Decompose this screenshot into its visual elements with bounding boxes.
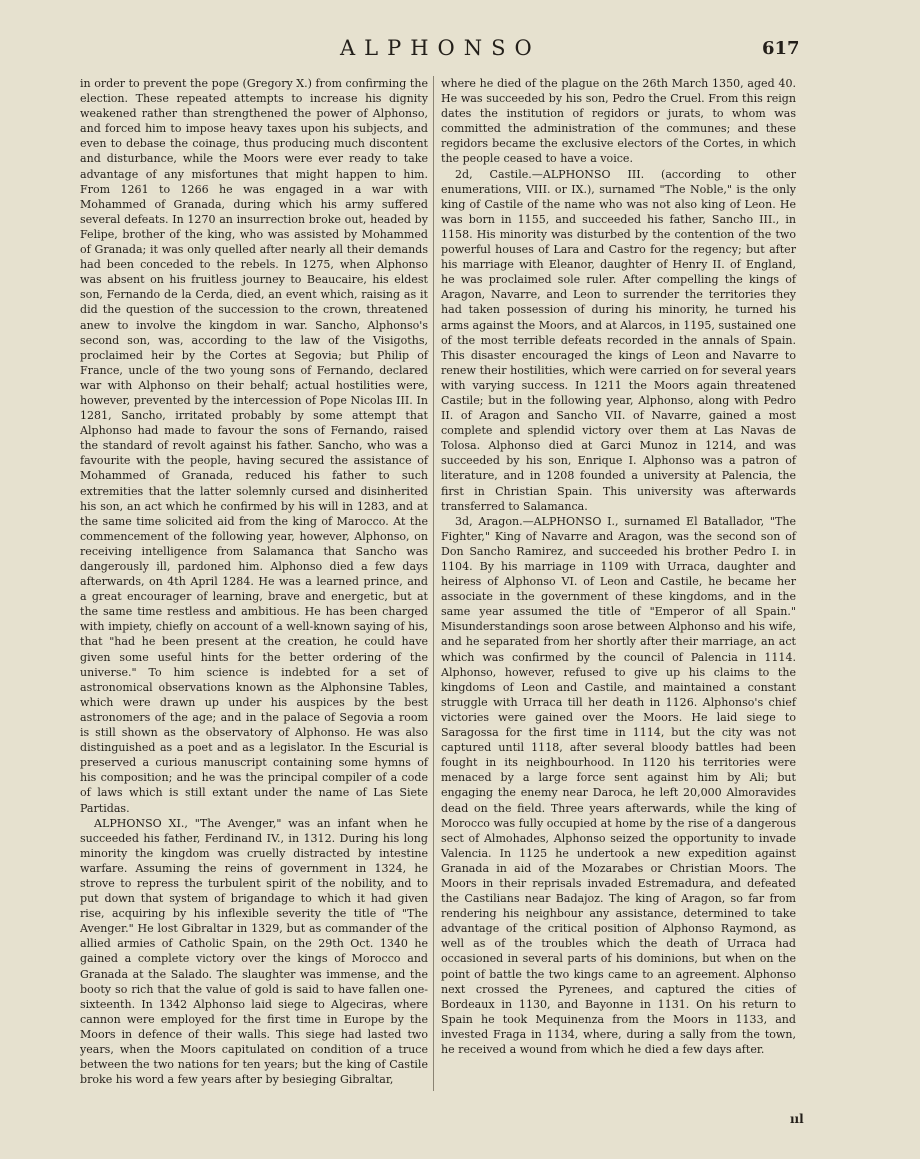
column-divider bbox=[433, 76, 434, 1091]
paragraph: in order to prevent the pope (Gregory X.) from confirming the election. These repeated attempts to increase his dignity weakened rather than strengthened the power of Alphonso, and forced him to impose heavy taxes upon his subjects, and even to debase the coinage, thus producing much discontent and disturbance, while the Moors were ever ready to take advantage of any misfortunes that might happen to him. From 1261 to 1266 he was engaged in a war with Mohammed of Granada, during which his army suffered several defeats. In 1270 an insurrection broke out, headed by Felipe, brother of the king, who was assisted by Mohammed of Granada; it was only quelled after nearly all their demands had been conceded to the rebels. In 1275, when Alphonso was absent on his fruitless journey to Beaucaire, his eldest son, Fernando de la Cerda, died, an event which, raising as it did the question of the succession to the crown, threatened anew to involve the kingdom in war. Sancho, Alphonso's second son, was, according to the law of the Visigoths, proclaimed heir by the Cortes at Segovia; but Philip of France, uncle of the two young sons of Fernando, declared war with Alphonso on their behalf; actual hostilities were, however, prevented by the intercession of Pope Nicolas III. In 1281, Sancho, irritated probably by some attempt that Alphonso had made to favour the sons of Fernando, raised the standard of revolt against his father. Sancho, who was a favourite with the people, having secured the assistance of Mohammed of Granada, reduced his father to such extremities that the latter solemnly cursed and disinherited his son, an act which he confirmed by his will in 1283, and at the same time solicited aid from the king of Marocco. At the commencement of the following year, however, Alphonso, on receiving intelligence from Salamanca that Sancho was dangerously ill, pardoned him. Alphonso died a few days afterwards, on 4th April 1284. He was a learned prince, and a great encourager of learning, brave and energetic, but at the same time restless and ambitious. He has been charged with impiety, chiefly on account of a well-known saying of his, that "had he been present at the creation, he could have given some useful hints for the better ordering of the universe." To him science is indebted for a set of astronomical observations known as the Alphonsine Tables, which were drawn up under his auspices by the best astronomers of the age; and in the palace of Segovia a room is still shown as the observatory of Alphonso. He was also distinguished as a poet and as a legislator. In the Escurial is preserved a curious manuscript containing some hymns of his composition; and he was the principal compiler of a code of laws which is still extant under the name of Las Siete Partidas. bbox=[80, 77, 428, 815]
left-column bbox=[80, 76, 428, 1087]
paragraph: ALPHONSO XI., "The Avenger," was an infant when he succeeded his father, Ferdinand IV., in 1312. During his long minority the kingdom was cruelly distracted by intestine warfare. Assuming the reins of government in 1324, he strove to repress the turbulent spirit of the nobility, and to put down that system of brigandage to which it had given rise, acquiring by his inflexible severity the title of "The Avenger." He lost Gibraltar in 1329, but as commander of the allied armies of Catholic Spain, on the 29th Oct. 1340 he gained a complete victory over the kings of Morocco and Granada at the Salado. The slaughter was immense, and the booty so rich that the value of gold is said to have fallen one-sixteenth. In 1342 Alphonso laid siege to Algeciras, where cannon were employed for the first time in Europe by the Moors in defence of their walls. This siege had lasted two years, when the Moors capitulated on condition of a truce between the two nations for ten years; but the king of Castile broke his word a few years after by besieging Gibraltar, bbox=[80, 816, 428, 1087]
printer-mark: ııl bbox=[790, 1112, 804, 1126]
paragraph: where he died of the plague on the 26th March 1350, aged 40. He was succeeded by his son, Pedro the Cruel. From this reign dates the institution of regidors or jurats, to whom was committed the administration of the communes; and these regidors became the exclusive electors of the Cortes, in which the people ceased to have a voice. bbox=[441, 77, 796, 166]
right-column bbox=[441, 76, 796, 1057]
paragraph: 3d, Aragon.—ALPHONSO I., surnamed El Batallador, "The Fighter," King of Navarre and Aragon, was the second son of Don Sancho Ramirez, and succeeded his brother Pedro I. in 1104. By his marriage in 1109 with Urraca, daughter and heiress of Alphonso VI. of Leon and Castile, he became her associate in the government of these kingdoms, and in the same year assumed the title of "Emperor of all Spain." Misunderstandings soon arose between Alphonso and his wife, and he separated from her shortly after their marriage, an act which was confirmed by the council of Palencia in 1114. Alphonso, however, refused to give up his claims to the kingdoms of Leon and Castile, and maintained a constant struggle with Urraca till her death in 1126. Alphonso's chief victories were gained over the Moors. He laid siege to Saragossa for the first time in 1114, but the city was not captured until 1118, after several bloody battles had been fought in its neighbourhood. In 1120 his territories were menaced by a large force sent against him by Ali; but engaging the enemy near Daroca, he left 20,000 Almoravides dead on the field. Three years afterwards, while the king of Morocco was fully occupied at home by the rise of a dangerous sect of Almohades, Alphonso seized the opportunity to invade Valencia. In 1125 he undertook a new expedition against Granada in aid of the Mozarabes or Christian Moors. The Moors in their reprisals invaded Estremadura, and defeated the Castilians near Badajoz. The king of Aragon, so far from rendering his neighbour any assistance, determined to take advantage of the critical position of Alphonso Raymond, as well as of the troubles which the death of Urraca had occasioned in several parts of his dominions, but when on the point of battle the two kings came to an agreement. Alphonso next crossed the Pyrenees, and captured the cities of Bordeaux in 1130, and Bayonne in 1131. On his return to Spain he took Mequinenza from the Moors in 1133, and invested Fraga in 1134, where, during a sally from the town, he received a wound from which he died a few days after. bbox=[441, 514, 796, 1056]
page-number: 617 bbox=[762, 38, 800, 59]
page-header bbox=[0, 36, 920, 66]
paragraph: 2d, Castile.—ALPHONSO III. (according to other enumerations, VIII. or IX.), surnamed "The Noble," is the only king of Castile of the name who was not also king of Leon. He was born in 1155, and succeeded his father, Sancho III., in 1158. His minority was disturbed by the contention of the two powerful houses of Lara and Castro for the regency; but after his marriage with Eleanor, daughter of Henry II. of England, he was proclaimed sole ruler. After compelling the kings of Aragon, Navarre, and Leon to surrender the territories they had taken possession of during his minority, he turned his arms against the Moors, and at Alarcos, in 1195, sustained one of the most terrible defeats recorded in the annals of Spain. This disaster encouraged the kings of Leon and Navarre to renew their hostilities, which were carried on for several years with varying success. In 1211 the Moors again threatened Castile; but in the following year, Alphonso, along with Pedro II. of Aragon and Sancho VII. of Navarre, gained a most complete and splendid victory over them at Las Navas de Tolosa. Alphonso died at Garci Munoz in 1214, and was succeeded by his son, Enrique I. Alphonso was a patron of literature, and in 1208 founded a university at Palencia, the first in Christian Spain. This university was afterwards transferred to Salamanca. bbox=[441, 167, 796, 513]
running-title: ALPHONSO bbox=[340, 36, 541, 60]
